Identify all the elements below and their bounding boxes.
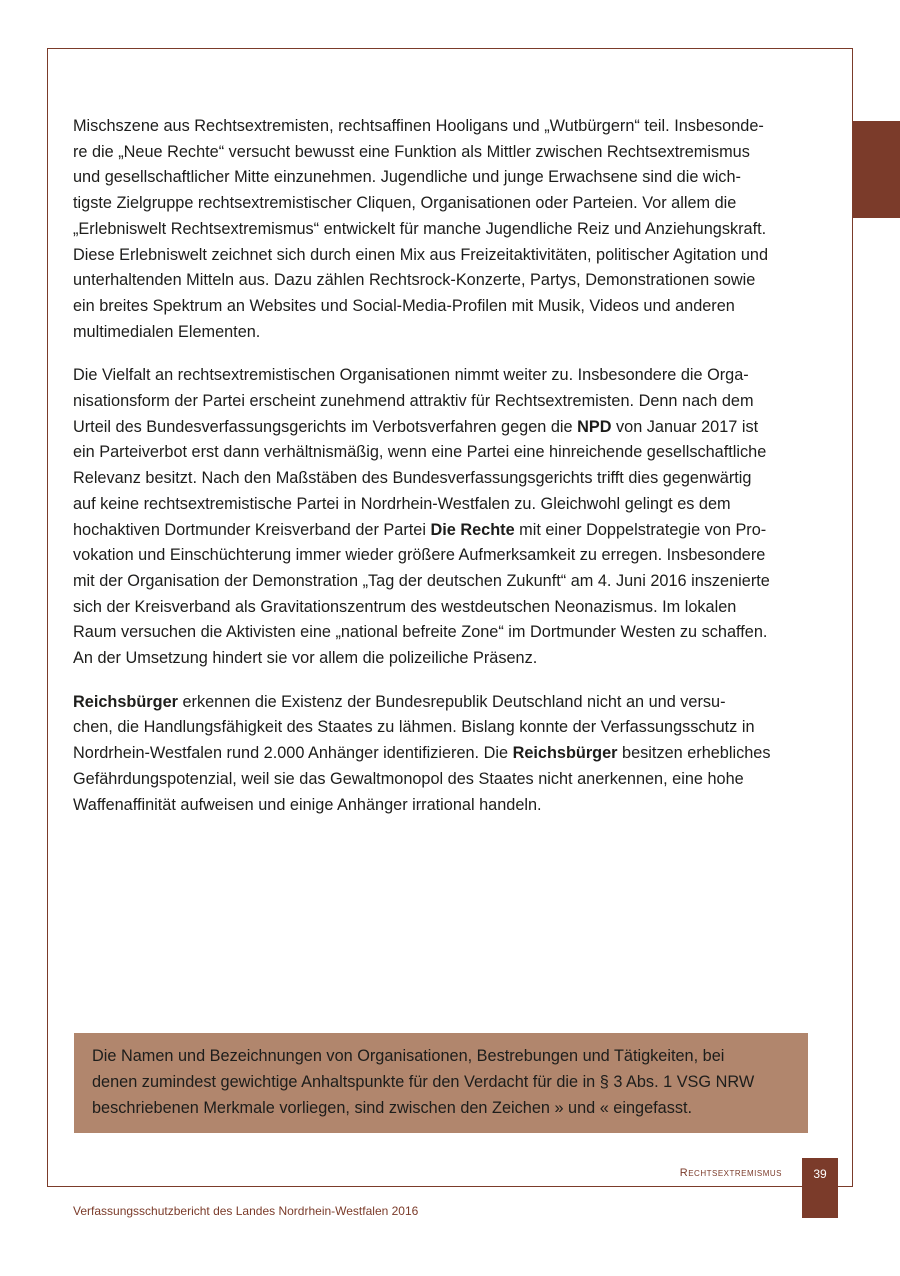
text-segment: erkennen die Existenz der Bundesrepublik Deutschland nicht an und versu- [177,692,726,711]
text-line: Relevanz besitzt. Nach den Maßstäben des Bundesverfassungsgerichts trifft dies gegenwärtig [73,469,752,488]
text-line: nisationsform der Partei erscheint zunehmend attraktiv für Rechtsextremisten. Denn nach dem [73,392,754,411]
note-box [74,1033,808,1133]
text-line: sich der Kreisverband als Gravitationszentrum des westdeutschen Neonazismus. Im lokalen [73,597,737,616]
text-line: Raum versuchen die Aktivisten eine „national befreite Zone“ im Dortmunder Westen zu schaffen. [73,623,768,642]
text-segment: hochaktiven Dortmunder Kreisverband der Partei [73,520,431,539]
bold-term-reichsbuerger: Reichsbürger [73,692,178,711]
text-line: vokation und Einschüchterung immer wieder größere Aufmerksamkeit zu erregen. Insbesondere [73,546,766,565]
chapter-side-tab [853,121,900,218]
text-line: Die Vielfalt an rechtsextremistischen Organisationen nimmt weiter zu. Insbesondere die Orga- [73,366,749,385]
bold-term-die-rechte: Die Rechte [430,520,515,539]
text-line [73,518,813,544]
paragraph-3 [73,690,813,819]
text-line: „Erlebniswelt Rechtsextremismus“ entwickelt für manche Jugendliche Reiz und Anziehungskraft. [73,219,767,238]
section-label: Rechtsextremismus [679,1167,782,1179]
text-line [73,741,813,767]
text-line [73,415,813,441]
text-line: multimedialen Elementen. [73,322,261,341]
note-line: Die Namen und Bezeichnungen von Organisationen, Bestrebungen und Tätigkeiten, bei [92,1047,725,1065]
text-line: Gefährdungspotenzial, weil sie das Gewaltmonopol des Staates nicht anerkennen, eine hohe [73,769,744,788]
body-text [73,114,813,836]
text-line: chen, die Handlungsfähigkeit des Staates zu lähmen. Bislang konnte der Verfassungsschutz in [73,718,755,737]
bold-term-reichsbuerger: Reichsbürger [512,744,618,763]
text-line: ein Parteiverbot erst dann verhältnismäßig, wenn eine Partei eine hinreichende gesellschaftliche [73,443,767,462]
footer-title: Verfassungsschutzbericht des Landes Nordrhein-Westfalen 2016 [73,1204,419,1218]
text-line: re die „Neue Rechte“ versucht bewusst eine Funktion als Mittler zwischen Rechtsextremismus [73,142,750,161]
bold-term-npd: NPD [577,417,612,436]
page-number: 39 [813,1167,827,1181]
paragraph-1 [73,114,813,345]
text-segment: Urteil des Bundesverfassungsgerichts im Verbotsverfahren gegen die [73,417,578,436]
text-segment: mit einer Doppelstrategie von Pro- [514,520,767,539]
text-line: Mischszene aus Rechtsextremisten, rechtsaffinen Hooligans und „Wutbürgern“ teil. Insbesonde- [73,117,764,135]
text-segment: besitzen erhebliches [617,744,771,763]
text-line: tigste Zielgruppe rechtsextremistischer Cliquen, Organisationen oder Parteien. Vor allem die [73,194,737,213]
note-line: beschriebenen Merkmale vorliegen, sind zwischen den Zeichen » und « eingefasst. [92,1099,693,1117]
text-line: mit der Organisation der Demonstration „Tag der deutschen Zukunft“ am 4. Juni 2016 inszenierte [73,571,770,590]
text-line: An der Umsetzung hindert sie vor allem die polizeiliche Präsenz. [73,649,538,668]
note-line: denen zumindest gewichtige Anhaltspunkte für den Verdacht für die in § 3 Abs. 1 VSG NRW [92,1073,755,1091]
text-line: ein breites Spektrum an Websites und Social-Media-Profilen mit Musik, Videos und anderen [73,296,735,315]
text-line: Waffenaffinität aufweisen und einige Anhänger irrational handeln. [73,795,542,814]
page-number-box [802,1158,838,1218]
text-line: unterhaltenden Mitteln aus. Dazu zählen Rechtsrock-Konzerte, Partys, Demonstrationen sowie [73,271,756,290]
paragraph-2 [73,363,813,671]
text-line: auf keine rechtsextremistische Partei in Nordrhein-Westfalen zu. Gleichwohl gelingt es dem [73,494,731,513]
text-segment: Nordrhein-Westfalen rund 2.000 Anhänger identifizieren. Die [73,744,513,763]
text-line [73,690,813,716]
text-line: Diese Erlebniswelt zeichnet sich durch einen Mix aus Freizeitaktivitäten, politischer Agitation und [73,245,769,264]
text-segment: von Januar 2017 ist [611,417,759,436]
text-line: und gesellschaftlicher Mitte einzunehmen. Jugendliche und junge Erwachsene sind die wich- [73,168,741,187]
